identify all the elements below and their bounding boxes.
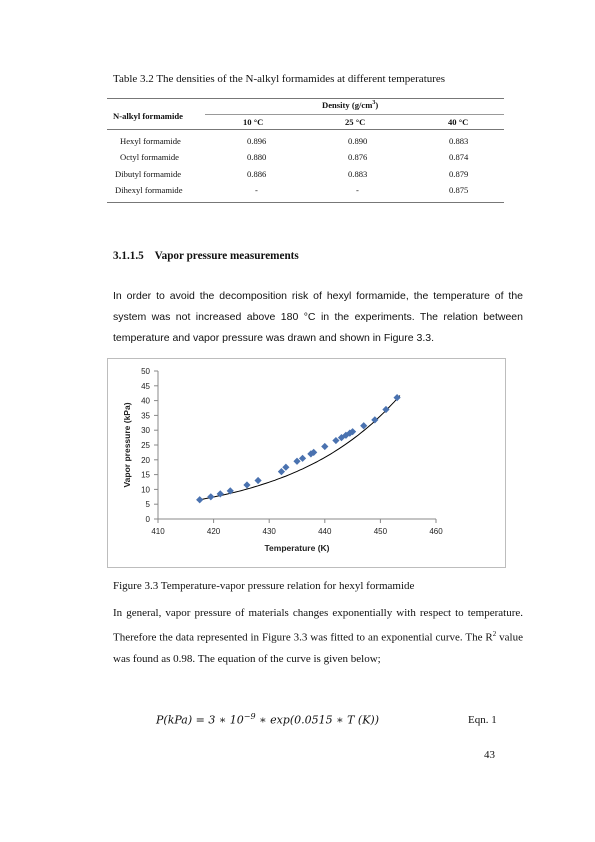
x-tick-label: 450 — [373, 527, 388, 536]
data-point — [371, 416, 378, 423]
y-axis-title: Vapor pressure (kPa) — [122, 402, 132, 488]
x-tick-label: 420 — [206, 527, 221, 536]
table-row-name: Dibutyl formamide — [115, 169, 182, 179]
x-tick-label: 460 — [429, 527, 443, 536]
fit-curve — [197, 396, 400, 501]
x-tick-label: 440 — [318, 527, 332, 536]
group-header-end: ) — [375, 100, 379, 110]
y-tick-label: 0 — [145, 515, 150, 524]
table-cell: 0.880 — [247, 152, 267, 162]
table-cell: 0.886 — [247, 169, 267, 179]
group-header-sup: 3 — [372, 100, 376, 107]
data-point — [278, 468, 285, 475]
data-point — [254, 477, 261, 484]
table-cell: - — [356, 185, 359, 195]
data-point — [393, 394, 400, 401]
y-tick-label: 15 — [141, 470, 150, 480]
data-point — [207, 493, 214, 500]
data-point — [321, 443, 328, 450]
section-title: Vapor pressure measurements — [154, 250, 299, 262]
data-point — [382, 406, 389, 413]
data-point — [282, 464, 289, 471]
table-bottom-rule — [107, 202, 504, 203]
y-tick-label: 30 — [141, 426, 150, 436]
section-heading — [113, 250, 299, 262]
y-tick-label: 5 — [145, 500, 150, 510]
table-cell: 0.875 — [449, 185, 469, 195]
table-header-rule — [107, 129, 504, 130]
table-cell: 0.883 — [348, 169, 368, 179]
y-tick-label: 45 — [141, 381, 150, 391]
temp-header-25: 25 °C — [345, 117, 366, 127]
section-number: 3.1.1.5 — [113, 250, 144, 262]
table-cell: 0.896 — [247, 136, 267, 146]
table-caption: Table 3.2 The densities of the N-alkyl formamides at different temperatures — [113, 73, 446, 85]
equation-text: P(kPa) = 3 ∗ 10 — [156, 713, 244, 727]
para2-text-b: value was found as 0.98. The equation of the curve is given below; — [113, 631, 523, 665]
x-axis-title: Temperature (K) — [264, 543, 330, 553]
chart-frame — [107, 358, 506, 568]
temp-header-10: 10 °C — [243, 117, 264, 127]
temp-header-40: 40 °C — [448, 117, 469, 127]
table-row-name: Octyl formamide — [120, 152, 179, 162]
table-cell: 0.879 — [449, 169, 469, 179]
table-cell: - — [255, 185, 258, 195]
data-point — [196, 496, 203, 503]
equation-label: Eqn. 1 — [468, 714, 497, 726]
table-cell: 0.874 — [449, 152, 469, 162]
page-number: 43 — [484, 749, 495, 761]
y-tick-label: 25 — [141, 441, 150, 450]
table-group-rule — [205, 114, 504, 115]
table-cell: 0.876 — [348, 152, 368, 162]
y-tick-label: 35 — [141, 411, 150, 421]
y-tick-label: 20 — [141, 455, 150, 465]
equation — [156, 712, 379, 727]
y-tick-label: 10 — [141, 485, 150, 495]
paragraph-2 — [113, 603, 523, 670]
x-tick-label: 410 — [151, 527, 165, 536]
y-tick-label: 40 — [141, 396, 150, 406]
x-tick-label: 430 — [262, 527, 276, 536]
data-point — [243, 481, 250, 488]
table-row-name: Dihexyl formamide — [115, 185, 183, 195]
figure-caption: Figure 3.3 Temperature-vapor pressure relation for hexyl formamide — [113, 580, 415, 592]
y-tick-label: 50 — [141, 367, 150, 376]
paragraph-1: In order to avoid the decomposition risk of hexyl formamide, the temperature of the system was not increased above 180 °C in the experiments. The relation between temperature and vapor pressure was drawn and shown in Figure 3.3. — [113, 290, 523, 344]
table-row-name: Hexyl formamide — [120, 136, 181, 146]
table-group-header — [322, 100, 378, 110]
group-header-text: Density (g/cm — [322, 100, 373, 110]
table-cell: 0.890 — [348, 136, 368, 146]
para2-sup: 2 — [492, 630, 497, 638]
equation-exp: −9 — [243, 712, 256, 721]
para2-text-a: In general, vapor pressure of materials changes exponentially with respect to temperature. Therefore the data represented in Figure 3.3 was fitted to an exponential curve. The R — [113, 607, 523, 644]
table-top-rule — [107, 98, 504, 99]
data-point — [227, 487, 234, 494]
table-cell: 0.883 — [449, 136, 469, 146]
equation-rest: ∗ exp(0.0515 ∗ T (K)) — [255, 713, 379, 727]
vapor-pressure-chart — [108, 359, 505, 567]
table-column-header: N-alkyl formamide — [113, 111, 183, 121]
